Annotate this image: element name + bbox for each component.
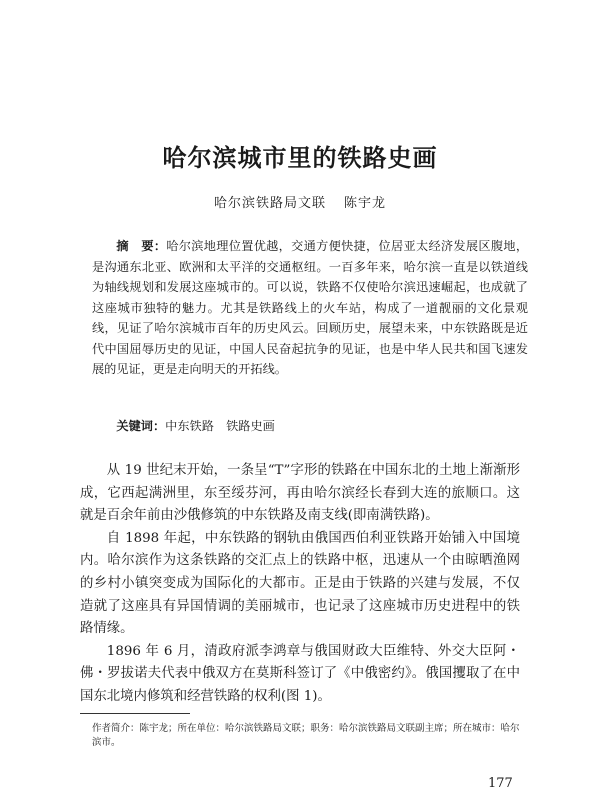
- byline: [0, 192, 600, 211]
- author-name: 陈宇龙: [344, 196, 387, 211]
- abstract-label: 摘 要：: [116, 239, 167, 253]
- keywords-text: 中东铁路 铁路史画: [165, 419, 275, 433]
- keywords: [92, 416, 528, 436]
- body-paragraph: 从 19 世纪末开始，一条呈“T”字形的铁路在中国东北的土地上渐渐形成，它西起满洲里，东至绥芬河，再由哈尔滨经长春到大连的旅顺口。这就是百余年前由沙俄修筑的中东铁路及南支线(即南满铁路)。: [80, 463, 520, 524]
- keywords-label: 关键词：: [116, 419, 166, 433]
- page-number: 177: [488, 776, 513, 791]
- author-footnote: 作者简介：陈宇龙；所在单位：哈尔滨铁路局文联；职务：哈尔滨铁路局文联副主席；所在城市：哈尔滨市。: [92, 723, 520, 748]
- abstract-text: 哈尔滨地理位置优越，交通方便快捷，位居亚太经济发展区腹地，是沟通东北亚、欧洲和太平洋的交通枢纽。一百多年来，哈尔滨一直是以铁道线为轴线规划和发展这座城市的。可以说，铁路不仅使哈尔滨迅速崛起，也成就了这座城市独特的魅力。尤其是铁路线上的火车站，构成了一道靓丽的文化景观线，见证了哈尔滨城市百年的历史风云。回顾历史，展望未来，中东铁路既是近代中国屈辱历史的见证，中国人民奋起抗争的见证，也是中华人民共和国飞速发展的见证，更是走向明天的开拓线。: [92, 239, 529, 376]
- author-organization: 哈尔滨铁路局文联: [213, 196, 326, 211]
- body-paragraph: 1896 年 6 月，清政府派李鸿章与俄国财政大臣维特、外交大臣阿・佛・罗拔诺夫代表中俄双方在莫斯科签订了《中俄密约》。俄国攫取了在中国东北境内修筑和经营铁路的权利(图 1)。: [80, 643, 520, 704]
- footnote-divider: [80, 713, 190, 714]
- article-title: 哈尔滨城市里的铁路史画: [162, 143, 438, 172]
- article-body: [80, 460, 520, 709]
- abstract: [92, 236, 528, 380]
- body-paragraph: 自 1898 年起，中东铁路的钢轨由俄国西伯利亚铁路开始铺入中国境内。哈尔滨作为这条铁路的交汇点上的铁路中枢，迅速从一个由晾晒渔网的乡村小镇突变成为国际化的大都市。正是由于铁路的兴建与发展，不仅造就了这座具有异国情调的美丽城市，也记录了这座城市历史进程中的铁路情缘。: [80, 530, 520, 637]
